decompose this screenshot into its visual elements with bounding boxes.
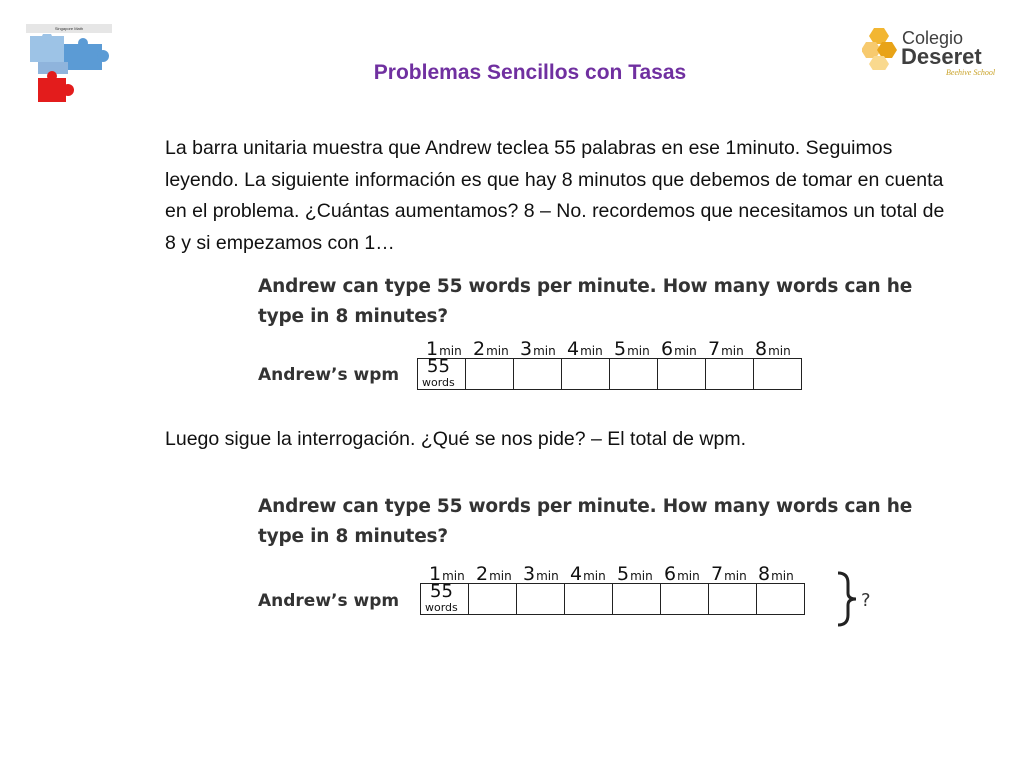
minute-number: 2 — [476, 563, 489, 585]
bar-cell — [613, 584, 661, 614]
right-brace-icon — [835, 570, 861, 628]
bar-cell — [709, 584, 757, 614]
bar-cell — [466, 359, 514, 389]
worksheet-question-line-1: Andrew can type 55 words per minute. How many words can he — [258, 276, 913, 297]
minute-number: 8 — [758, 563, 771, 585]
bar-cell — [517, 584, 565, 614]
bar-cell — [661, 584, 709, 614]
minute-number: 1 — [426, 338, 439, 360]
minute-labels — [426, 338, 802, 360]
minute-number: 3 — [520, 338, 533, 360]
minute-number: 4 — [567, 338, 580, 360]
minute-unit: min — [630, 569, 653, 583]
minute-number: 8 — [755, 338, 768, 360]
minute-label — [664, 563, 711, 585]
worksheet-question-line-2: type in 8 minutes? — [258, 526, 448, 547]
minute-number: 5 — [614, 338, 627, 360]
minute-unit: min — [442, 569, 465, 583]
minute-unit: min — [486, 344, 509, 358]
school-name-colegio: Colegio — [902, 28, 964, 48]
cell-unit: words — [425, 601, 458, 614]
bar-cell — [469, 584, 517, 614]
cell-unit: words — [422, 376, 455, 389]
puzzle-logo-header: Singapore Math — [26, 24, 112, 33]
bar-cell — [658, 359, 706, 389]
minute-label — [614, 338, 661, 360]
minute-label — [617, 563, 664, 585]
minute-label — [755, 338, 802, 360]
minute-unit: min — [489, 569, 512, 583]
bar-cell — [514, 359, 562, 389]
minute-label — [567, 338, 614, 360]
worksheet-row-label: Andrew’s wpm — [258, 365, 400, 385]
minute-label — [708, 338, 755, 360]
minute-number: 1 — [429, 563, 442, 585]
bar-cell — [706, 359, 754, 389]
minute-label — [758, 563, 805, 585]
minute-number: 4 — [570, 563, 583, 585]
minute-unit: min — [580, 344, 603, 358]
minute-label — [711, 563, 758, 585]
minute-unit: min — [533, 344, 556, 358]
bar-cell — [757, 584, 804, 614]
minute-number: 5 — [617, 563, 630, 585]
unit-bar — [417, 358, 802, 390]
cell-value: 55 — [430, 581, 453, 602]
worksheet-question-line-1: Andrew can type 55 words per minute. How many words can he — [258, 496, 913, 517]
minute-number: 3 — [523, 563, 536, 585]
worksheet-row-label: Andrew’s wpm — [258, 591, 400, 611]
cell-value: 55 — [427, 356, 450, 377]
minute-unit: min — [674, 344, 697, 358]
minute-label — [520, 338, 567, 360]
bar-cell — [562, 359, 610, 389]
minute-unit: min — [627, 344, 650, 358]
worksheet-question-line-2: type in 8 minutes? — [258, 306, 448, 327]
minute-number: 7 — [708, 338, 721, 360]
minute-label — [523, 563, 570, 585]
minute-label — [473, 338, 520, 360]
minute-unit: min — [768, 344, 791, 358]
explanation-paragraph-1: La barra unitaria muestra que Andrew teclea 55 palabras en ese 1minuto. Seguimos leyendo. La siguiente información es que hay 8 minutos que debemos de tomar en cuenta en el problema. ¿Cuántas aumentamos? 8 – No. recordemos que necesitamos un total de 8 y si empezamos con 1… — [165, 137, 945, 254]
bar-cell — [754, 359, 801, 389]
minute-label — [570, 563, 617, 585]
worksheet-bar-model-2 — [255, 490, 913, 640]
minute-unit: min — [771, 569, 794, 583]
minute-number: 2 — [473, 338, 486, 360]
bar-cell — [565, 584, 613, 614]
school-tagline: Beehive School — [946, 68, 996, 77]
unit-bar — [420, 583, 805, 615]
minute-unit: min — [439, 344, 462, 358]
minute-unit: min — [583, 569, 606, 583]
minute-number: 6 — [664, 563, 677, 585]
minute-number: 6 — [661, 338, 674, 360]
worksheet-bar-model-1 — [255, 270, 913, 420]
minute-label — [476, 563, 523, 585]
minute-unit: min — [536, 569, 559, 583]
minute-label — [661, 338, 708, 360]
minute-labels — [429, 563, 805, 585]
bar-cell — [421, 581, 469, 614]
explanation-paragraph-2: Luego sigue la interrogación. ¿Qué se nos pide? – El total de wpm. — [165, 428, 747, 450]
bar-cell — [418, 356, 466, 389]
bar-cell — [610, 359, 658, 389]
minute-number: 7 — [711, 563, 724, 585]
page-title: Problemas Sencillos con Tasas — [373, 61, 687, 84]
school-name-deseret: Deseret — [901, 44, 982, 69]
minute-unit: min — [721, 344, 744, 358]
minute-unit: min — [724, 569, 747, 583]
total-question-mark: ? — [861, 590, 871, 611]
minute-unit: min — [677, 569, 700, 583]
